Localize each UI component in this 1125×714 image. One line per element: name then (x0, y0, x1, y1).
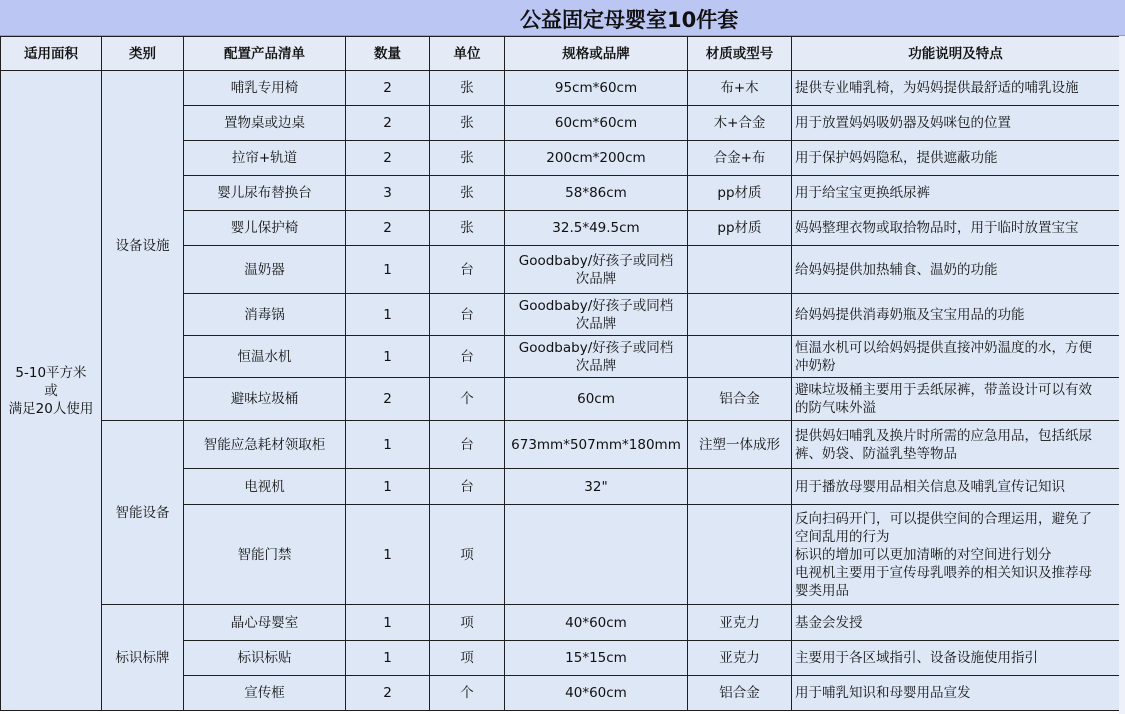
desc-line: 用于保护妈妈隐私，提供遮蔽功能 (795, 150, 998, 166)
unit-cell[interactable]: 张 (430, 141, 505, 176)
desc-line: 用于给宝宝更换纸尿裤 (795, 185, 930, 201)
desc-cell[interactable] (792, 106, 1120, 141)
spec-cell[interactable]: 40*60cm (505, 605, 688, 641)
spec-cell[interactable] (505, 246, 688, 294)
unit-cell[interactable]: 台 (430, 246, 505, 294)
desc-line: 妈妈整理衣物或取拾物品时，用于临时放置宝宝 (795, 220, 1079, 236)
item-cell[interactable]: 置物桌或边桌 (184, 106, 346, 141)
qty-cell[interactable]: 1 (346, 641, 430, 676)
qty-cell[interactable]: 1 (346, 605, 430, 641)
desc-cell[interactable] (792, 141, 1120, 176)
qty-cell[interactable]: 1 (346, 246, 430, 294)
spec-line: Goodbaby/好孩子或同档 (518, 297, 674, 314)
area-cell[interactable] (1, 71, 102, 711)
qty-cell[interactable]: 1 (346, 336, 430, 378)
area-line: 或 (44, 382, 58, 399)
header-product[interactable]: 配置产品清单 (184, 37, 346, 71)
unit-cell[interactable]: 张 (430, 71, 505, 106)
category-cell[interactable]: 设备设施 (102, 71, 184, 421)
item-cell[interactable]: 婴儿尿布替换台 (184, 176, 346, 211)
table-row (1, 71, 1120, 106)
area-line: 满足20人使用 (8, 400, 94, 417)
qty-cell[interactable]: 1 (346, 469, 430, 505)
item-cell[interactable]: 标识标贴 (184, 641, 346, 676)
material-cell[interactable]: 注塑一体成形 (688, 421, 792, 469)
spec-cell[interactable] (505, 505, 688, 605)
desc-cell[interactable] (792, 469, 1120, 505)
sheet-edge (1119, 36, 1125, 714)
unit-cell[interactable]: 个 (430, 676, 505, 711)
desc-line: 用于播放母婴用品相关信息及哺乳宣传记知识 (795, 478, 1065, 495)
table-row (1, 605, 1120, 641)
desc-line: 恒温水机可以给妈妈提供直接冲奶温度的水，方便 (795, 339, 1092, 356)
header-material[interactable]: 材质或型号 (688, 37, 792, 71)
spec-line: Goodbaby/好孩子或同档 (518, 252, 674, 269)
table-row (1, 421, 1120, 469)
spec-cell[interactable] (505, 336, 688, 378)
category-cell[interactable]: 标识标牌 (102, 605, 184, 711)
material-cell[interactable] (688, 246, 792, 294)
unit-cell[interactable]: 张 (430, 106, 505, 141)
unit-cell[interactable]: 台 (430, 469, 505, 505)
material-cell[interactable]: pp材质 (688, 176, 792, 211)
header-description[interactable]: 功能说明及特点 (792, 37, 1120, 71)
desc-cell[interactable] (792, 421, 1120, 469)
item-cell[interactable]: 电视机 (184, 469, 346, 505)
qty-cell[interactable]: 2 (346, 71, 430, 106)
item-cell[interactable]: 温奶器 (184, 246, 346, 294)
spec-line: 次品牌 (575, 270, 617, 287)
qty-cell[interactable]: 2 (346, 676, 430, 711)
item-cell[interactable]: 智能门禁 (184, 505, 346, 605)
qty-cell[interactable]: 2 (346, 106, 430, 141)
unit-cell[interactable]: 个 (430, 378, 505, 421)
spec-cell[interactable]: 40*60cm (505, 676, 688, 711)
item-cell[interactable]: 晶心母婴室 (184, 605, 346, 641)
desc-line: 避味垃圾桶主要用于丢纸尿裤，带盖设计可以有效 (795, 382, 1092, 398)
unit-cell[interactable]: 张 (430, 176, 505, 211)
spec-cell[interactable]: 60cm (505, 378, 688, 421)
item-cell[interactable]: 避味垃圾桶 (184, 378, 346, 421)
item-cell[interactable]: 宣传框 (184, 676, 346, 711)
area-line: 5-10平方米 (15, 364, 87, 381)
desc-line: 提供专业哺乳椅，为妈妈提供最舒适的哺乳设施 (795, 80, 1079, 96)
material-cell[interactable]: 铝合金 (688, 676, 792, 711)
desc-line: 反向扫码开门，可以提供空间的合理运用，避免了 (795, 510, 1092, 527)
desc-line: 提供妈妇哺乳及换片时所需的应急用品，包括纸尿 (795, 427, 1092, 444)
desc-line: 标识的增加可以更加清晰的对空间进行划分 (795, 546, 1052, 563)
material-cell[interactable] (688, 294, 792, 336)
item-cell[interactable]: 恒温水机 (184, 336, 346, 378)
material-cell[interactable]: 亚克力 (688, 641, 792, 676)
unit-cell[interactable]: 台 (430, 421, 505, 469)
desc-line: 的防气味外溢 (795, 400, 876, 416)
desc-line: 电视机主要用于宣传母乳喂养的相关知识及推荐母 (795, 564, 1092, 581)
desc-cell[interactable] (792, 505, 1120, 605)
qty-cell[interactable]: 2 (346, 211, 430, 246)
spec-cell[interactable]: 673mm*507mm*180mm (505, 421, 688, 469)
desc-line: 给妈妈提供消毒奶瓶及宝宝用品的功能 (795, 306, 1025, 323)
desc-cell[interactable] (792, 294, 1120, 336)
header-quantity[interactable]: 数量 (346, 37, 430, 71)
unit-cell[interactable]: 台 (430, 336, 505, 378)
spec-cell[interactable] (505, 294, 688, 336)
category-cell[interactable]: 智能设备 (102, 421, 184, 605)
desc-line: 用于放置妈妈吸奶器及妈咪包的位置 (795, 115, 1011, 131)
item-cell[interactable]: 婴儿保护椅 (184, 211, 346, 246)
spec-cell[interactable]: 60cm*60cm (505, 106, 688, 141)
spec-cell[interactable]: 200cm*200cm (505, 141, 688, 176)
spec-cell[interactable]: 95cm*60cm (505, 71, 688, 106)
material-cell[interactable]: 亚克力 (688, 605, 792, 641)
header-row (1, 37, 1120, 71)
title-bar (0, 0, 1125, 36)
unit-cell[interactable]: 张 (430, 211, 505, 246)
desc-cell[interactable] (792, 605, 1120, 641)
desc-cell[interactable] (792, 211, 1120, 246)
material-cell[interactable] (688, 469, 792, 505)
unit-cell[interactable]: 项 (430, 641, 505, 676)
desc-line: 用于哺乳知识和母婴用品宣发 (795, 685, 971, 701)
item-cell[interactable]: 消毒锅 (184, 294, 346, 336)
item-cell[interactable]: 智能应急耗材领取柜 (184, 421, 346, 469)
material-cell[interactable] (688, 336, 792, 378)
desc-line: 基金会发授 (795, 614, 863, 631)
spec-cell[interactable]: 32.5*49.5cm (505, 211, 688, 246)
desc-line: 给妈妈提供加热辅食、温奶的功能 (795, 261, 998, 278)
desc-line: 冲奶粉 (795, 357, 836, 374)
desc-cell[interactable] (792, 676, 1120, 711)
desc-cell[interactable] (792, 71, 1120, 106)
desc-cell[interactable] (792, 176, 1120, 211)
desc-cell[interactable] (792, 246, 1120, 294)
material-cell[interactable] (688, 505, 792, 605)
spec-cell[interactable]: 58*86cm (505, 176, 688, 211)
item-cell[interactable]: 拉帘+轨道 (184, 141, 346, 176)
item-cell[interactable]: 哺乳专用椅 (184, 71, 346, 106)
header-category[interactable]: 类别 (102, 37, 184, 71)
material-cell[interactable]: 木+合金 (688, 106, 792, 141)
qty-cell[interactable]: 2 (346, 378, 430, 421)
spec-line: 次品牌 (575, 315, 617, 332)
qty-cell[interactable]: 3 (346, 176, 430, 211)
spec-line: Goodbaby/好孩子或同档 (518, 339, 674, 356)
spec-cell[interactable]: 15*15cm (505, 641, 688, 676)
desc-cell[interactable] (792, 378, 1120, 421)
desc-line: 空间乱用的行为 (795, 528, 890, 545)
desc-line: 婴类用品 (795, 582, 849, 599)
material-cell[interactable]: pp材质 (688, 211, 792, 246)
desc-cell[interactable] (792, 641, 1120, 676)
qty-cell[interactable]: 1 (346, 505, 430, 605)
config-table (0, 36, 1120, 711)
unit-cell[interactable]: 项 (430, 505, 505, 605)
spec-cell[interactable]: 32" (505, 469, 688, 505)
material-cell[interactable]: 铝合金 (688, 378, 792, 421)
unit-cell[interactable]: 项 (430, 605, 505, 641)
desc-line: 主要用于各区域指引、设备设施使用指引 (795, 650, 1038, 666)
desc-line: 裤、奶袋、防溢乳垫等物品 (795, 445, 957, 462)
desc-cell[interactable] (792, 336, 1120, 378)
qty-cell[interactable]: 1 (346, 421, 430, 469)
qty-cell[interactable]: 1 (346, 294, 430, 336)
material-cell[interactable]: 布+木 (688, 71, 792, 106)
sheet-title: 公益固定母婴室10件套 (520, 8, 739, 32)
header-area[interactable]: 适用面积 (1, 37, 102, 71)
qty-cell[interactable]: 2 (346, 141, 430, 176)
unit-cell[interactable]: 台 (430, 294, 505, 336)
spec-line: 次品牌 (575, 357, 617, 374)
material-cell[interactable]: 合金+布 (688, 141, 792, 176)
header-unit[interactable]: 单位 (430, 37, 505, 71)
header-spec[interactable]: 规格或品牌 (505, 37, 688, 71)
